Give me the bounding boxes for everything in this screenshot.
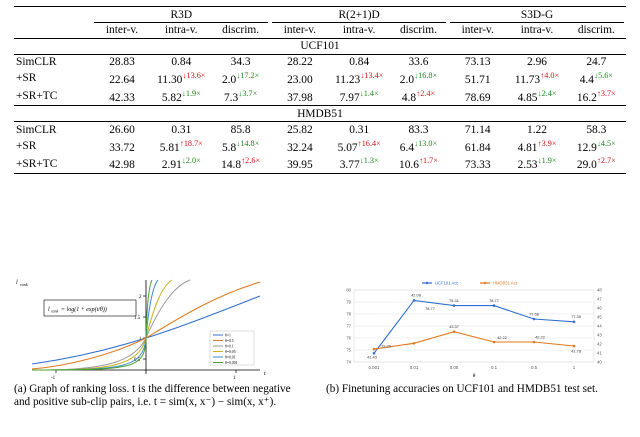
subheader-cell: inter-v. [461, 24, 494, 36]
cell-value: 2.0 [221, 73, 237, 86]
cell [567, 87, 626, 105]
svg-text:1.5: 1.5 [134, 316, 141, 321]
svg-text:0.01: 0.01 [409, 365, 419, 370]
cell [448, 155, 507, 173]
group-label: R3D [94, 9, 268, 23]
curve-theta-0.1 [32, 280, 190, 370]
svg-text:θ=1: θ=1 [225, 333, 231, 338]
cell [152, 87, 211, 105]
cell [448, 122, 507, 138]
cell-value: 0.84 [171, 56, 192, 68]
formula-text: l [48, 307, 50, 313]
group-label: S3D-G [450, 9, 624, 23]
cell-value: 42.33 [109, 91, 135, 104]
svg-text:= log(1 + exp(t/θ)): = log(1 + exp(t/θ)) [61, 307, 107, 313]
svg-text:41.43: 41.43 [367, 354, 377, 360]
cell-value: 0.84 [349, 56, 370, 68]
svg-text:42.22: 42.22 [535, 334, 545, 340]
delta: ↓14.8× [236, 138, 260, 148]
delta: ↓2.4× [537, 88, 557, 98]
y-axis-right-labels [597, 288, 602, 365]
svg-text:44: 44 [597, 323, 602, 329]
delta: ↑4.0× [540, 71, 560, 80]
delta: ↑2.7× [596, 156, 616, 166]
delta: ↓13.4× [360, 71, 384, 80]
dataset-row-ucf101 [14, 38, 626, 54]
table-row [14, 155, 626, 173]
cell [270, 122, 329, 138]
paper-figure-page [0, 6, 640, 437]
cell-value: 71.14 [464, 123, 491, 136]
cell-value: 51.71 [464, 73, 491, 86]
delta: ↓16.8× [414, 71, 438, 80]
cell [389, 54, 448, 70]
dataset-row-hmdb51 [14, 106, 626, 122]
cell [567, 155, 626, 173]
legend [210, 331, 254, 365]
delta: ↓13.0× [414, 138, 438, 148]
figure-b-label: (b) [326, 383, 340, 395]
svg-text:-1: -1 [51, 376, 56, 380]
cell-value: 42.98 [109, 159, 135, 172]
cell-value: 22.64 [109, 73, 135, 86]
cell [507, 70, 566, 88]
cell [330, 70, 389, 88]
subheader-cell: discrim. [222, 24, 260, 36]
svg-text:45: 45 [597, 314, 602, 320]
svg-text:77.58: 77.58 [529, 311, 539, 317]
cell-value: 58.3 [586, 123, 607, 136]
cell-value: 6.4 [399, 141, 415, 154]
table-subheader-row [14, 23, 626, 39]
cell-value: 33.72 [109, 141, 135, 154]
cell [92, 122, 151, 138]
cell-value: 23.00 [287, 73, 313, 86]
cell [211, 122, 270, 138]
svg-text:78.77: 78.77 [425, 306, 435, 311]
delta: ↓2.0× [181, 156, 201, 166]
curve-theta-0.01 [32, 280, 158, 370]
cell-value: 1.22 [527, 123, 547, 136]
svg-text:2: 2 [139, 295, 142, 300]
cell [92, 137, 151, 155]
cell [211, 70, 270, 88]
svg-text:80: 80 [346, 287, 351, 293]
cell [92, 87, 151, 105]
cell-value: 12.9 [576, 141, 597, 154]
group-label: R(2+1)D [272, 9, 446, 23]
svg-text:θ=0.1: θ=0.1 [225, 344, 234, 349]
svg-text:θ=0.001: θ=0.001 [225, 361, 238, 365]
cell-value: 24.7 [586, 56, 607, 68]
cell-value: 29.0 [576, 159, 597, 172]
delta: ↑2.4× [416, 88, 436, 98]
svg-text:0.05: 0.05 [449, 365, 459, 370]
table-row [14, 54, 626, 70]
x-axis-title: θ [472, 373, 476, 379]
svg-text:78: 78 [346, 311, 351, 317]
x-tick-labels [51, 370, 236, 380]
svg-text:rank: rank [20, 282, 28, 287]
delta: ↑16.4× [357, 138, 381, 148]
svg-text:74: 74 [346, 359, 351, 365]
svg-text:76: 76 [346, 335, 351, 341]
delta: ↓1.9× [181, 88, 201, 98]
cell [330, 155, 389, 173]
ranking-loss-plot [14, 274, 308, 380]
cell-value: 28.83 [109, 56, 135, 68]
cell-value: 28.22 [287, 56, 313, 68]
curve-theta-0.05 [32, 280, 172, 370]
delta: ↑2.6× [241, 156, 261, 166]
row-label: +SR [16, 72, 37, 85]
y-axis-left-labels [346, 288, 351, 365]
delta: ↑1.7× [418, 156, 438, 166]
cell [389, 122, 448, 138]
svg-text:77: 77 [346, 323, 351, 329]
legend-ucf101: UCF101 Acc [435, 280, 459, 286]
delta: ↓17.2× [236, 71, 260, 80]
svg-text:79.20: 79.20 [381, 343, 391, 349]
cell-value: 61.84 [464, 141, 491, 154]
svg-text:θ=0.01: θ=0.01 [225, 355, 236, 360]
cell [330, 122, 389, 138]
cell [211, 137, 270, 155]
svg-text:75.31: 75.31 [449, 298, 459, 303]
subheader-cell: inter-v. [283, 24, 317, 36]
cell-value: 5.82 [161, 91, 182, 104]
svg-text:0.001: 0.001 [368, 365, 380, 370]
svg-text:78.77: 78.77 [489, 298, 499, 303]
cell [270, 54, 329, 70]
cell-value: 32.24 [287, 141, 313, 154]
cell-value: 11.23 [335, 73, 361, 86]
delta: ↓3.7× [238, 88, 258, 98]
row-label: SimCLR [14, 54, 92, 70]
cell-value: 78.69 [464, 91, 491, 104]
cell-value: 11.73 [514, 73, 541, 86]
svg-text:0.5: 0.5 [530, 365, 538, 370]
delta: ↓1.3× [359, 156, 379, 166]
x-axis-label: t [264, 371, 266, 377]
cell-value: 83.3 [408, 123, 429, 136]
svg-text:0.5: 0.5 [134, 358, 141, 363]
figures-row [0, 274, 640, 409]
cell [92, 70, 151, 88]
group-header-r2plus1d [270, 7, 448, 23]
cell [389, 137, 448, 155]
cell-value: 37.98 [287, 91, 313, 104]
cell [448, 54, 507, 70]
table-row [14, 70, 626, 88]
figure-b-caption-text: Finetuning accuracies on UCF101 and HMDB51 test set. [341, 383, 598, 395]
delta: ↓5.6× [593, 71, 613, 80]
cell [211, 87, 270, 105]
legend-hmdb51: HMDB51 Acc [493, 280, 518, 286]
cell [152, 122, 211, 138]
cell [152, 155, 211, 173]
svg-text:43.37: 43.37 [449, 324, 459, 329]
svg-text:θ=0.5: θ=0.5 [225, 339, 234, 343]
table-row [14, 137, 626, 155]
svg-text:1: 1 [572, 365, 576, 370]
cell-value: 7.3 [223, 91, 239, 104]
subheader-cell: discrim. [399, 24, 437, 36]
cell [152, 137, 211, 155]
svg-text:46: 46 [597, 305, 602, 311]
cell [270, 155, 329, 173]
table-bottom-rule [14, 173, 626, 174]
svg-text:42.22: 42.22 [497, 335, 507, 340]
cell [567, 70, 626, 88]
svg-text:rank: rank [51, 308, 59, 314]
cell-value: 5.07 [337, 141, 358, 154]
svg-text:75: 75 [346, 347, 351, 353]
delta: ↑18.7× [179, 138, 203, 148]
cell-value: 25.82 [287, 123, 313, 136]
svg-text:1: 1 [233, 376, 236, 380]
cell-value: 73.33 [464, 159, 491, 172]
cell-value: 85.8 [230, 123, 251, 136]
cell [152, 70, 211, 88]
cell-value: 5.81 [159, 141, 180, 154]
svg-text:1: 1 [139, 337, 142, 342]
table-row [14, 87, 626, 105]
figure-b [320, 274, 640, 409]
group-header-s3dg [448, 7, 626, 23]
svg-text:42.08: 42.08 [411, 292, 421, 298]
cell-value: 2.53 [517, 159, 538, 172]
cell-value: 0.31 [171, 123, 192, 136]
y-axis-label: l [16, 280, 18, 286]
cell [448, 87, 507, 105]
cell [567, 137, 626, 155]
cell [330, 87, 389, 105]
cell-value: 4.4 [579, 73, 594, 86]
svg-text:79: 79 [346, 299, 351, 305]
x-axis-labels [369, 365, 576, 370]
figure-a-caption [14, 383, 320, 409]
figure-b-caption [326, 383, 640, 396]
delta: ↑3.9× [537, 138, 557, 148]
row-label: +SR+TC [16, 90, 58, 103]
svg-text:41: 41 [597, 350, 602, 356]
cell-value: 2.96 [527, 56, 547, 68]
group-header-r3d [92, 7, 270, 23]
cell-value: 16.2 [576, 91, 597, 104]
cell [567, 122, 626, 138]
cell [270, 70, 329, 88]
svg-text:47: 47 [597, 296, 602, 302]
cell-value: 14.8 [221, 159, 242, 172]
cell-value: 26.60 [109, 123, 135, 136]
cell [507, 54, 566, 70]
cell [507, 137, 566, 155]
cell [389, 155, 448, 173]
cell-value: 4.85 [517, 91, 538, 104]
cell [507, 122, 566, 138]
row-label: +SR [16, 139, 37, 152]
cell-value: 2.91 [161, 159, 182, 172]
delta: ↓4.5× [596, 138, 616, 148]
svg-text:41.78: 41.78 [571, 348, 581, 354]
cell-value: 11.30 [157, 73, 183, 86]
table-group-header-row [14, 7, 626, 23]
delta: ↓13.6× [182, 71, 206, 80]
cell-value: 3.77 [339, 159, 360, 172]
figure-a [0, 274, 320, 409]
subheader-cell: intra-v. [520, 24, 554, 36]
cell [448, 137, 507, 155]
cell-value: 4.81 [517, 141, 538, 154]
cell [211, 54, 270, 70]
svg-text:77.35: 77.35 [571, 314, 581, 319]
cell [270, 87, 329, 105]
cell [389, 87, 448, 105]
figure-a-caption-text: Graph of ranking loss. t is the difference between negative and positive sub-clip pairs, i.e. t = sim(x, x⁻) − sim(x, x⁺). [14, 383, 291, 409]
cell-value: 2.0 [399, 73, 415, 86]
svg-text:θ=0.05: θ=0.05 [225, 350, 236, 354]
dataset-label: UCF101 [14, 38, 626, 54]
figure-a-label: (a) [14, 383, 27, 395]
cell [152, 54, 211, 70]
cell [92, 155, 151, 173]
subheader-cell: inter-v. [105, 24, 139, 36]
cell [330, 54, 389, 70]
cell-value: 10.6 [399, 159, 419, 172]
svg-text:48: 48 [597, 287, 602, 293]
cell [567, 54, 626, 70]
table-row [14, 122, 626, 138]
cell [92, 54, 151, 70]
cell [270, 137, 329, 155]
delta: ↓1.4× [359, 88, 379, 98]
chart-legend [422, 281, 518, 286]
delta: ↓1.9× [537, 156, 557, 166]
subheader-cell: discrim. [577, 24, 615, 36]
cell-value: 73.13 [464, 56, 491, 68]
row-label: +SR+TC [16, 157, 58, 170]
subheader-cell: intra-v. [165, 24, 198, 36]
cell [448, 70, 507, 88]
cell-value: 0.31 [349, 123, 370, 136]
cell-value: 7.97 [339, 91, 360, 104]
cell-value: 33.6 [408, 56, 429, 68]
cell [211, 155, 270, 173]
dataset-label: HMDB51 [14, 106, 626, 122]
cell-value: 39.95 [287, 159, 313, 172]
delta: ↑3.7× [596, 88, 616, 98]
cell [389, 70, 448, 88]
cell-value: 4.8 [401, 91, 417, 104]
results-table [14, 6, 626, 174]
finetuning-accuracy-chart [326, 274, 626, 380]
cell [330, 137, 389, 155]
cell-value: 34.3 [230, 56, 251, 68]
cell-value: 5.8 [221, 141, 237, 154]
subheader-cell: intra-v. [342, 24, 376, 36]
cell [507, 155, 566, 173]
svg-text:42: 42 [597, 341, 602, 347]
row-label: SimCLR [14, 122, 92, 138]
svg-text:0.1: 0.1 [490, 365, 498, 370]
svg-text:40: 40 [597, 359, 602, 365]
svg-text:43: 43 [597, 332, 602, 338]
cell [507, 87, 566, 105]
